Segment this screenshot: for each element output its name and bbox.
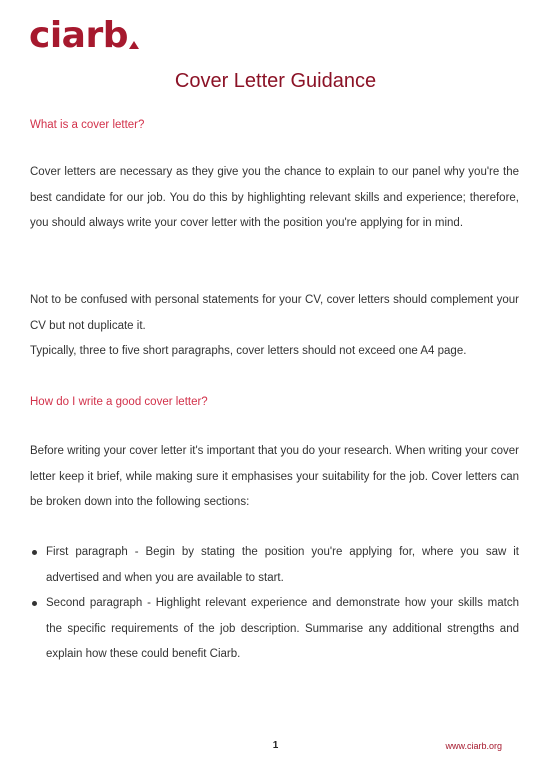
ciarb-logo — [29, 14, 139, 54]
bullet-dot-icon — [32, 550, 37, 555]
document-title: Cover Letter Guidance — [174, 70, 377, 92]
logo-triangle-icon — [129, 41, 139, 49]
paragraph-length-guidance: Typically, three to five short paragraphs, cover letters should not exceed one A4 page. — [30, 345, 467, 357]
list-item — [30, 591, 519, 668]
bullet-dot-icon — [32, 601, 37, 606]
section-heading-what-is: What is a cover letter? — [30, 119, 145, 131]
sections-bullet-list — [30, 540, 519, 668]
list-item — [30, 540, 519, 591]
paragraph-cover-letter-purpose: Cover letters are necessary as they give you the chance to explain to our panel why you're the best candidate for our job. You do this by highlighting relevant skills and experience; therefore, you should always write your cover letter with the position you're applying for in mind. — [30, 166, 519, 229]
footer-url: www.ciarb.org — [445, 741, 502, 751]
paragraph-do-research: Before writing your cover letter it's important that you do your research. When writing your cover letter keep it brief, while making sure it emphasises your suitability for the job. Cover letters can be broken down into the following sections: — [30, 445, 519, 508]
bullet-text-second-paragraph: Second paragraph - Highlight relevant experience and demonstrate how your skills match the specific requirements of the job description. Summarise any additional strengths and explain how these could benefit Ciarb. — [46, 597, 519, 660]
section-heading-how-to-write: How do I write a good cover letter? — [30, 396, 208, 408]
page-number: 1 — [272, 740, 279, 751]
logo-text: ciarb — [29, 15, 128, 56]
bullet-text-first-paragraph: First paragraph - Begin by stating the position you're applying for, where you saw it advertised and when you are available to start. — [46, 546, 519, 584]
paragraph-not-personal-statement: Not to be confused with personal statements for your CV, cover letters should complement your CV but not duplicate it. — [30, 294, 519, 332]
